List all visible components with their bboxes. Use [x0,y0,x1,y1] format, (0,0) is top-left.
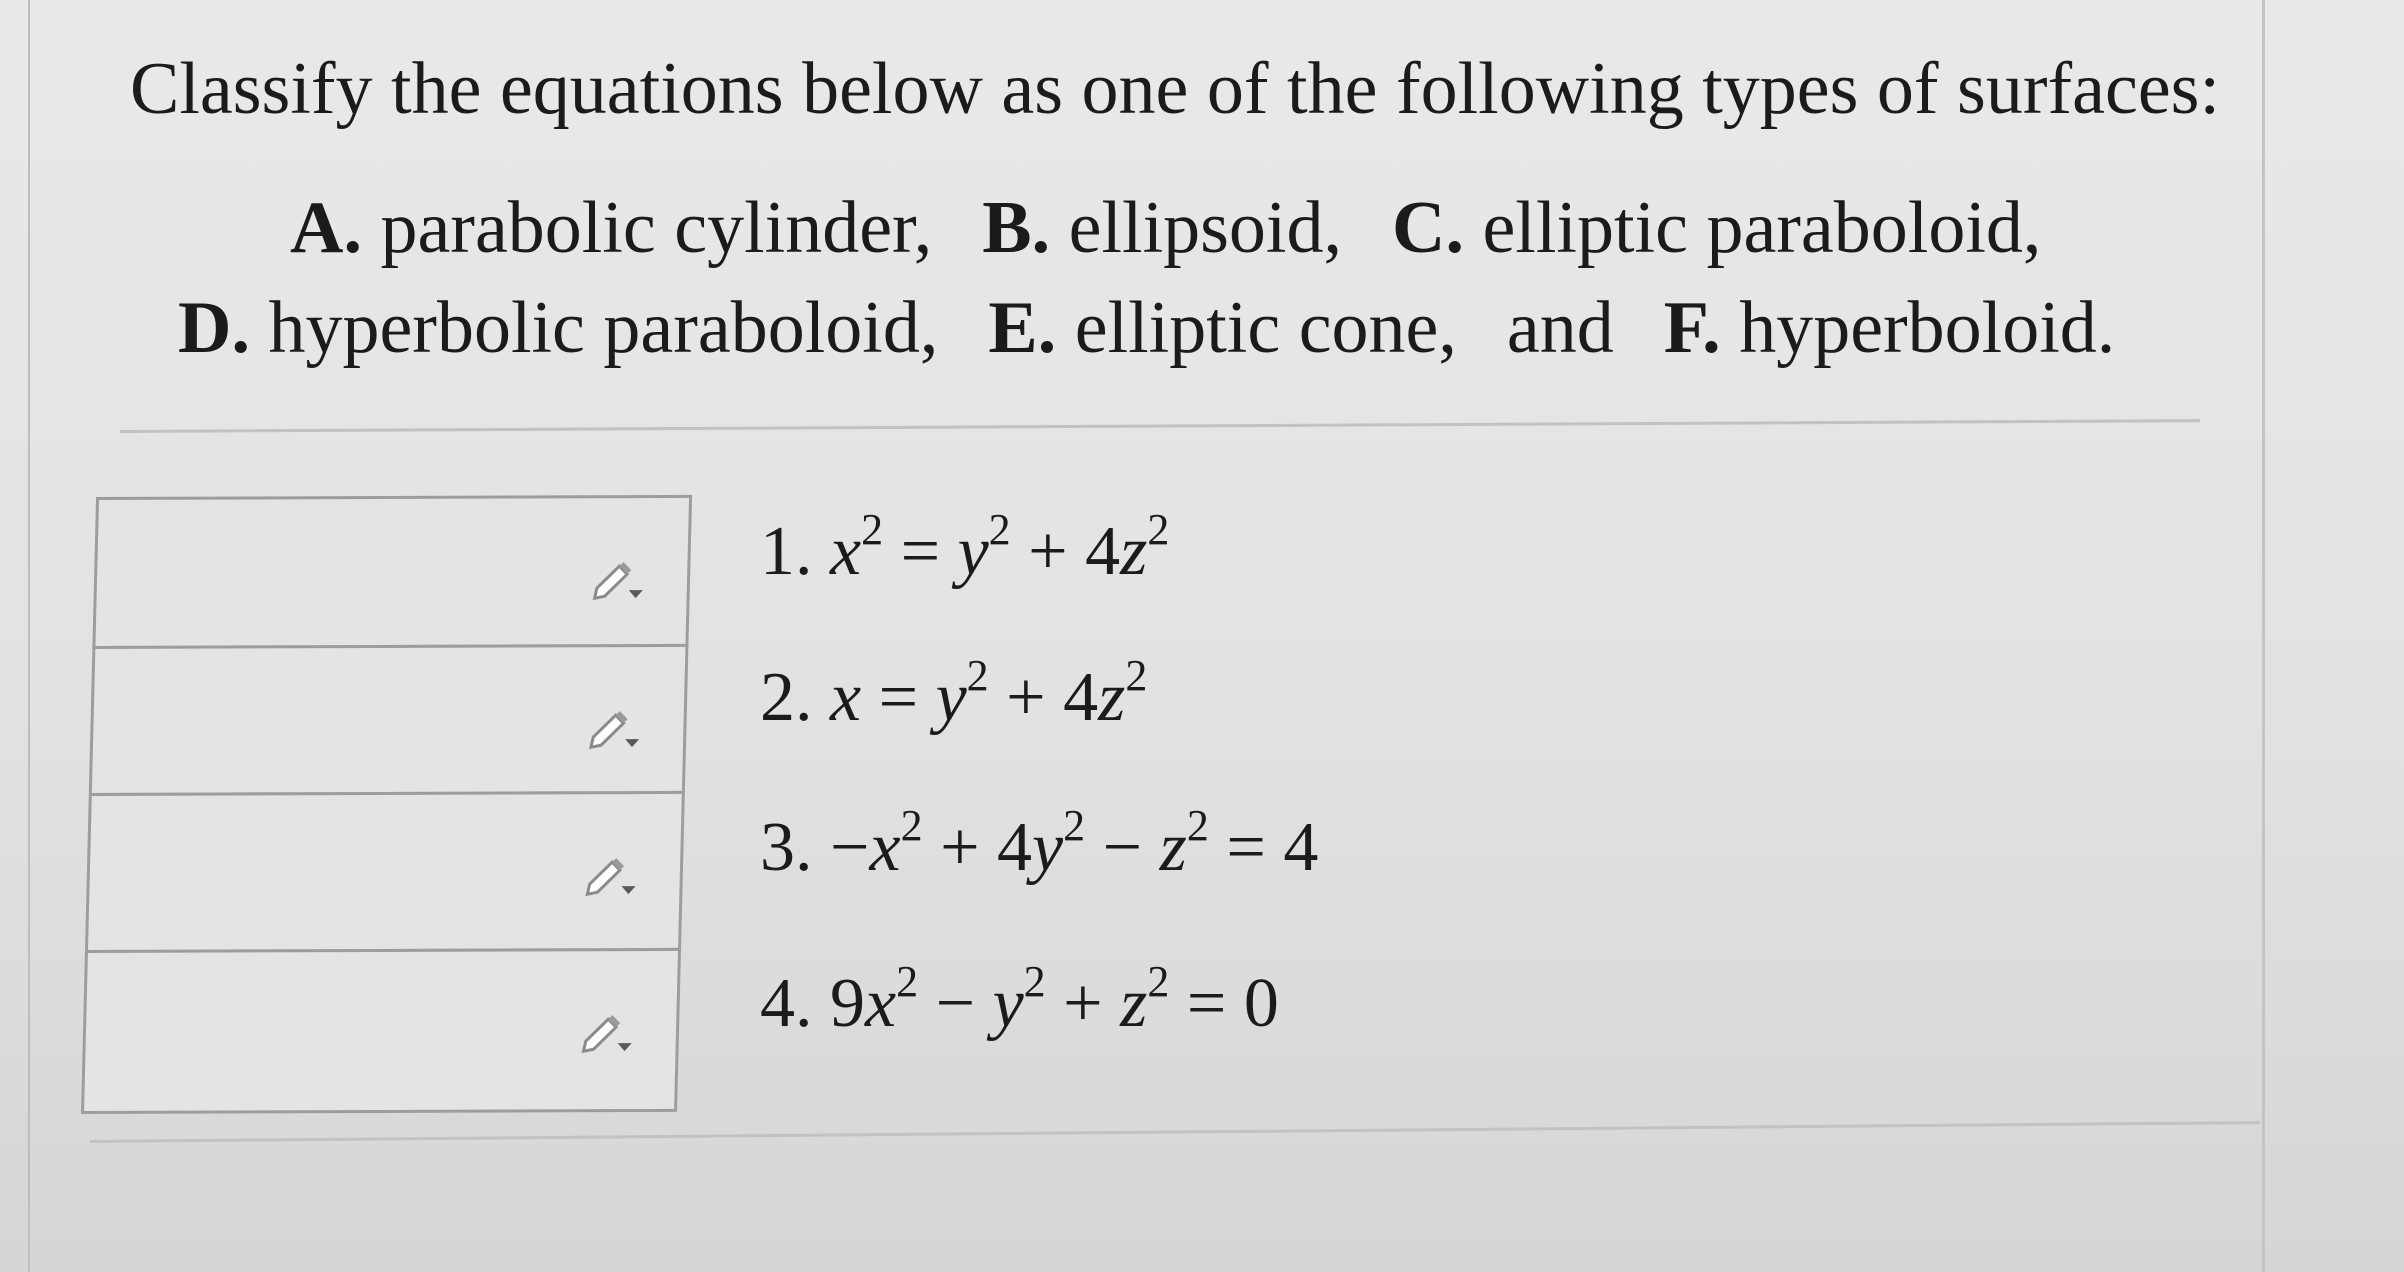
divider-top [120,419,2200,433]
option-b: B. ellipsoid, [982,187,1342,269]
pencil-dropdown-icon[interactable] [577,1005,638,1055]
option-d: D. hyperbolic paraboloid, [178,287,939,369]
surface-options-line-1 [290,186,2041,271]
question-instruction: Classify the equations below as one of the following types of surfaces: [130,48,2221,130]
answer-input-3[interactable] [85,791,685,953]
surface-options-line-2 [178,286,2115,371]
option-f: F. hyperboloid. [1663,287,2116,369]
right-border [2262,0,2265,1272]
equation-1: 1. $x^2 = y^2 + 4z^2$ [760,505,1170,590]
answer-input-4[interactable] [81,948,681,1114]
equation-number: 4. [760,965,813,1042]
option-e: E. elliptic cone, [988,287,1457,369]
divider-bottom [90,1121,2260,1143]
equation-number: 2. [760,659,813,736]
answer-input-2[interactable] [89,644,689,796]
equation-4: 4. $9x^2 - y^2 + z^2 = 0$ [760,957,1279,1042]
pencil-dropdown-icon[interactable] [585,701,646,751]
option-c: C. elliptic paraboloid, [1392,187,2042,269]
equation-number: 3. [760,809,813,886]
answer-input-1[interactable] [92,495,692,649]
left-border [28,0,30,1272]
equation-2: 2. $x = y^2 + 4z^2$ [760,651,1148,736]
equation-number: 1. [760,513,813,590]
pencil-dropdown-icon[interactable] [589,552,650,602]
equation-3: 3. $-x^2 + 4y^2 - z^2 = 4$ [760,801,1319,886]
pencil-dropdown-icon[interactable] [581,848,642,898]
option-a: A. parabolic cylinder, [290,187,933,269]
conjunction-and: and [1506,287,1614,369]
answer-grid [81,498,692,1114]
